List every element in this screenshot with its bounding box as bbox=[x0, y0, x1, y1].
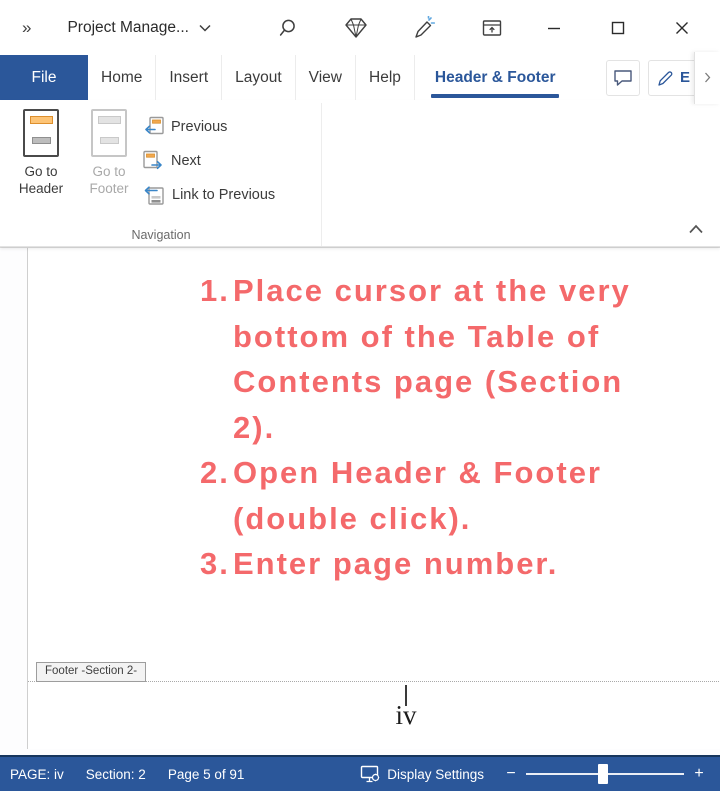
tab-insert[interactable]: Insert bbox=[156, 55, 222, 100]
titlebar bbox=[0, 0, 720, 55]
editing-label: E bbox=[680, 69, 691, 86]
step-number: 2. bbox=[200, 455, 230, 490]
ribbon-tab-bar bbox=[0, 55, 720, 100]
link-to-previous-icon bbox=[142, 184, 166, 206]
next-icon bbox=[142, 150, 165, 172]
go-to-header-label-line1: Go to bbox=[24, 164, 58, 179]
status-bar bbox=[0, 755, 720, 791]
go-to-header-label-line2: Header bbox=[18, 181, 64, 196]
zoom-slider-handle[interactable] bbox=[598, 764, 608, 784]
editing-button[interactable] bbox=[648, 60, 700, 96]
step-number: 3. bbox=[200, 546, 230, 581]
collapse-ribbon-button[interactable] bbox=[684, 218, 708, 240]
designer-pen-icon[interactable] bbox=[402, 8, 446, 48]
previous-button[interactable] bbox=[142, 115, 275, 138]
ribbon-display-options-icon[interactable] bbox=[470, 8, 514, 48]
instruction-step bbox=[200, 541, 662, 587]
expand-panel-button[interactable] bbox=[694, 52, 720, 104]
minimize-icon[interactable] bbox=[532, 8, 576, 48]
chevron-down-icon bbox=[199, 24, 211, 32]
document-title: Project Manage... bbox=[67, 18, 189, 36]
display-settings-button[interactable] bbox=[360, 765, 484, 783]
chevron-right-icon bbox=[704, 72, 711, 83]
status-section-label[interactable]: Section: 2 bbox=[85, 766, 146, 782]
go-to-header-icon bbox=[23, 109, 59, 157]
tab-file[interactable]: File bbox=[0, 55, 88, 100]
quick-access-overflow-icon[interactable]: » bbox=[22, 17, 32, 37]
window-controls bbox=[532, 8, 704, 48]
instruction-list bbox=[200, 268, 662, 587]
next-button[interactable] bbox=[142, 149, 275, 172]
tab-home[interactable]: Home bbox=[88, 55, 156, 100]
tab-layout[interactable]: Layout bbox=[222, 55, 296, 100]
status-page-count[interactable]: Page 5 of 91 bbox=[167, 766, 245, 782]
navigation-group-label: Navigation bbox=[131, 228, 191, 242]
document-page[interactable] bbox=[27, 248, 720, 749]
next-label: Next bbox=[171, 152, 201, 169]
zoom-out-button[interactable]: − bbox=[506, 765, 516, 782]
go-to-footer-label-line2: Footer bbox=[89, 181, 129, 196]
premium-diamond-icon[interactable] bbox=[334, 8, 378, 48]
zoom-slider-track[interactable] bbox=[526, 764, 684, 784]
link-to-previous-label: Link to Previous bbox=[172, 186, 276, 203]
titlebar-icons bbox=[266, 8, 514, 48]
editing-pencil-icon bbox=[657, 69, 675, 87]
footer-page-number: iv bbox=[395, 700, 417, 730]
step-number: 1. bbox=[200, 273, 230, 308]
tabrow-right-buttons bbox=[606, 55, 720, 100]
search-icon[interactable] bbox=[266, 8, 310, 48]
tab-view[interactable]: View bbox=[296, 55, 356, 100]
ribbon bbox=[0, 100, 720, 247]
previous-label: Previous bbox=[171, 118, 228, 135]
step-text: Open Header & Footer (double click). bbox=[233, 455, 602, 536]
status-page-label[interactable]: PAGE: iv bbox=[10, 766, 64, 782]
maximize-icon[interactable] bbox=[596, 8, 640, 48]
tab-header-footer[interactable]: Header & Footer bbox=[433, 55, 558, 100]
go-to-footer-icon bbox=[91, 109, 127, 157]
document-title-dropdown[interactable] bbox=[67, 19, 210, 37]
go-to-footer-button[interactable] bbox=[80, 109, 138, 197]
previous-icon bbox=[142, 116, 165, 138]
display-settings-icon bbox=[360, 765, 381, 783]
comments-button[interactable] bbox=[606, 60, 640, 96]
close-icon[interactable] bbox=[660, 8, 704, 48]
comments-icon bbox=[613, 69, 633, 87]
go-to-header-button[interactable] bbox=[12, 109, 70, 197]
instruction-step bbox=[200, 268, 662, 450]
instruction-step bbox=[200, 450, 662, 541]
zoom-slider-group bbox=[504, 764, 706, 784]
step-text: Place cursor at the very bottom of the Table of Contents page (Section 2). bbox=[233, 273, 631, 445]
document-area bbox=[0, 247, 720, 755]
navigation-group bbox=[0, 103, 322, 246]
link-to-previous-button[interactable] bbox=[142, 183, 275, 206]
step-text: Enter page number. bbox=[233, 546, 559, 581]
footer-section-tag: Footer -Section 2- bbox=[36, 662, 146, 682]
zoom-in-button[interactable]: + bbox=[694, 765, 704, 782]
go-to-footer-label-line1: Go to bbox=[92, 164, 126, 179]
display-settings-label: Display Settings bbox=[387, 766, 484, 782]
tab-help[interactable]: Help bbox=[356, 55, 415, 100]
